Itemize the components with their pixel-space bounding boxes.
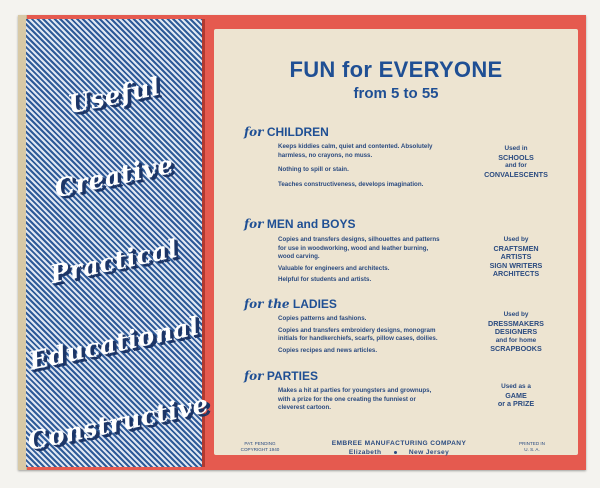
booklet-back-cover (18, 15, 586, 470)
usage-note-ladies (466, 311, 566, 354)
usage-line: CRAFTSMEN (493, 243, 539, 253)
footer-printed (502, 441, 562, 454)
company-city: Elizabeth (348, 449, 382, 456)
usage-line: and for (505, 162, 527, 170)
usage-line: ARTISTS (500, 252, 532, 262)
footer-line: U. S. A. (524, 447, 540, 453)
section-for: for the (244, 297, 290, 311)
section-text-parties (278, 387, 498, 413)
bullet-icon (394, 451, 397, 454)
page-subtitle: from 5 to 55 (353, 85, 439, 102)
section-title: CHILDREN (266, 125, 329, 139)
company-name: EMBREE MANUFACTURING COMPANY (331, 440, 467, 447)
usage-note-men-boys (466, 236, 566, 279)
text-line: Makes a hit at parties for youngsters and grownups, (278, 387, 432, 394)
section-text-children (278, 143, 498, 189)
text-line: Copies recipes and news articles. (278, 346, 378, 354)
usage-line: Used in (504, 145, 528, 152)
content-panel (214, 29, 578, 455)
section-for: for (244, 217, 264, 231)
page-title: FUN for EVERYONE (289, 57, 503, 82)
text-line: Copies patterns and fashions. (278, 315, 367, 322)
usage-line: Used by (503, 236, 529, 243)
section-heading-children (244, 125, 329, 139)
section-for: for (244, 369, 264, 383)
text-line: Keeps kiddies calm, quiet and contented. Absolutely (278, 143, 433, 150)
section-title: LADIES (292, 297, 337, 311)
section-heading-ladies (244, 297, 337, 311)
usage-line: Used as a (501, 383, 531, 390)
text-line: cleverest cartoon. (278, 404, 331, 412)
section-text-men-boys (278, 236, 498, 285)
usage-line: SIGN WRITERS (489, 260, 543, 270)
text-line: Helpful for students and artists. (278, 276, 372, 284)
usage-line: SCRAPBOOKS (490, 344, 542, 354)
section-title: MEN and BOYS (266, 217, 356, 231)
side-word-practical: Practical (47, 233, 181, 290)
section-title: PARTIES (266, 369, 318, 383)
usage-line: DESIGNERS (494, 327, 538, 337)
text-line: harmless, no crayons, no muss. (278, 151, 373, 159)
text-line: initials for handkerchiefs, scarfs, pillow cases, doilies. (278, 335, 438, 343)
text-line: with a prize for the one creating the funniest or (278, 395, 416, 403)
usage-line: and for home (495, 336, 537, 344)
text-line: Copies and transfers designs, silhouettes and patterns (278, 236, 440, 243)
side-word-constructive: Constructive (24, 389, 212, 456)
text-line: Valuable for engineers and architects. (278, 264, 390, 272)
company-location (304, 448, 494, 457)
usage-line: or a PRIZE (497, 399, 535, 409)
side-word-creative: Creative (51, 149, 177, 204)
usage-note-parties (466, 383, 566, 409)
text-line: Copies and transfers embroidery designs, monogram (278, 326, 436, 334)
section-heading-men-boys (244, 217, 356, 231)
footer-line: PRINTED IN (518, 441, 546, 446)
footer-copyright (230, 441, 290, 454)
text-line: Teaches constructiveness, develops imagination. (278, 180, 424, 188)
usage-line: GAME (505, 390, 527, 400)
text-line: for use in woodworking, wood and leather burning, (278, 244, 429, 252)
text-line: Nothing to spill or stain. (278, 166, 349, 174)
footer-line: PAT. PENDING (244, 441, 276, 446)
section-for: for (244, 125, 264, 139)
footer-company (304, 439, 494, 457)
usage-line: Used by (503, 311, 529, 318)
usage-line: CONVALESCENTS (484, 169, 548, 179)
usage-line: SCHOOLS (498, 152, 534, 162)
striped-side-panel (24, 19, 212, 467)
usage-note-children (466, 145, 566, 179)
section-text-ladies (278, 315, 498, 355)
side-word-useful: Useful (65, 71, 163, 120)
company-state: New Jersey (408, 449, 450, 456)
footer-line: COPYRIGHT 1940 (240, 447, 280, 453)
text-line: wood carving. (278, 253, 320, 261)
section-heading-parties (244, 369, 318, 383)
side-word-educational: Educational (26, 311, 202, 376)
usage-line: DRESSMAKERS (488, 318, 544, 328)
usage-line: ARCHITECTS (492, 269, 540, 279)
